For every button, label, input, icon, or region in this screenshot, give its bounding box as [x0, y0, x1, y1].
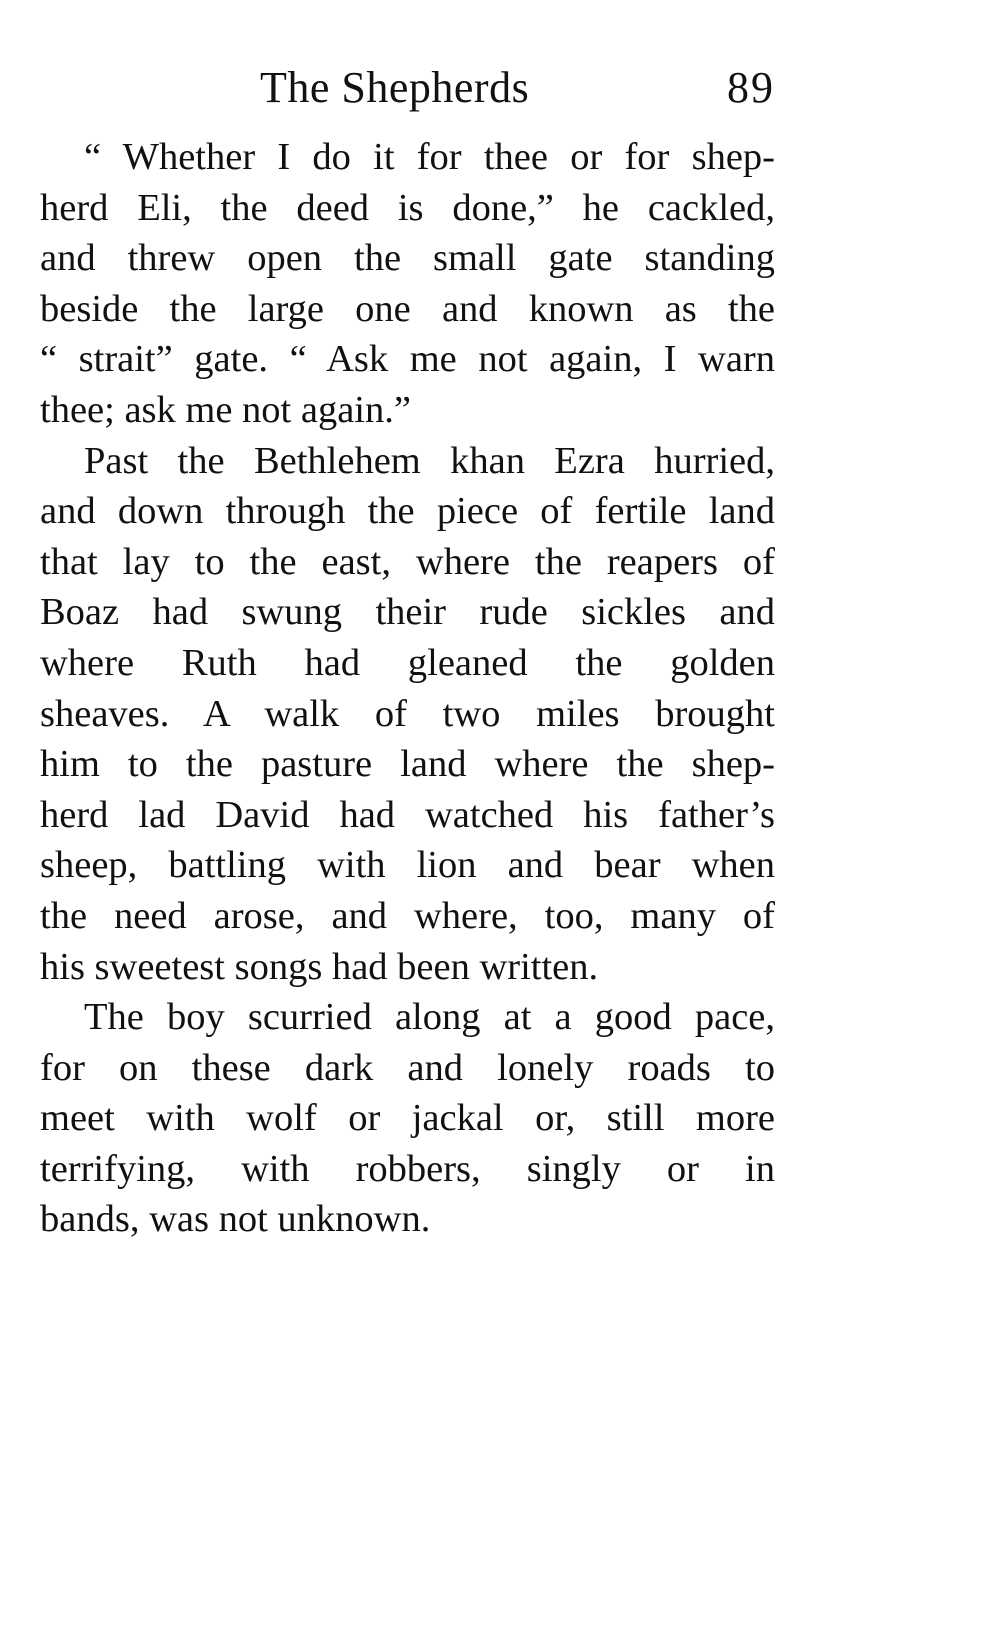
text-line: and down through the piece of fertile land: [40, 490, 775, 533]
text-line: Boaz had swung their rude sickles and: [40, 591, 775, 634]
text-line: thee; ask me not again.”: [40, 388, 411, 431]
text-line: meet with wolf or jackal or, still more: [40, 1097, 775, 1140]
text-line: terrifying, with robbers, singly or in: [40, 1147, 775, 1190]
text-line: herd lad David had watched his father’s: [40, 793, 775, 836]
text-line: bands, was not unknown.: [40, 1198, 431, 1241]
text-line: “ Whether I do it for thee or for shep-: [84, 136, 775, 178]
page-number: 89: [727, 63, 775, 112]
text-line: for on these dark and lonely roads to: [40, 1046, 775, 1089]
text-line: beside the large one and known as the: [40, 287, 775, 330]
text-line: his sweetest songs had been written.: [40, 945, 599, 988]
text-line: sheaves. A walk of two miles brought: [40, 692, 775, 735]
running-head: [40, 58, 775, 118]
text-line: him to the pasture land where the shep-: [40, 743, 775, 786]
text-line: The boy scurried along at a good pace,: [84, 996, 775, 1039]
text-line: “ strait” gate. “ Ask me not again, I warn: [40, 338, 775, 381]
text-line: the need arose, and where, too, many of: [40, 894, 775, 937]
running-title: The Shepherds: [260, 63, 530, 112]
text-line: herd Eli, the deed is done,” he cackled,: [40, 186, 775, 229]
text-line: that lay to the east, where the reapers of: [40, 540, 775, 583]
text-line: where Ruth had gleaned the golden: [40, 641, 775, 684]
text-line: and threw open the small gate standing: [40, 237, 775, 280]
text-line: sheep, battling with lion and bear when: [40, 844, 775, 887]
body-text: [40, 132, 775, 1245]
text-line: Past the Bethlehem khan Ezra hurried,: [84, 439, 775, 482]
